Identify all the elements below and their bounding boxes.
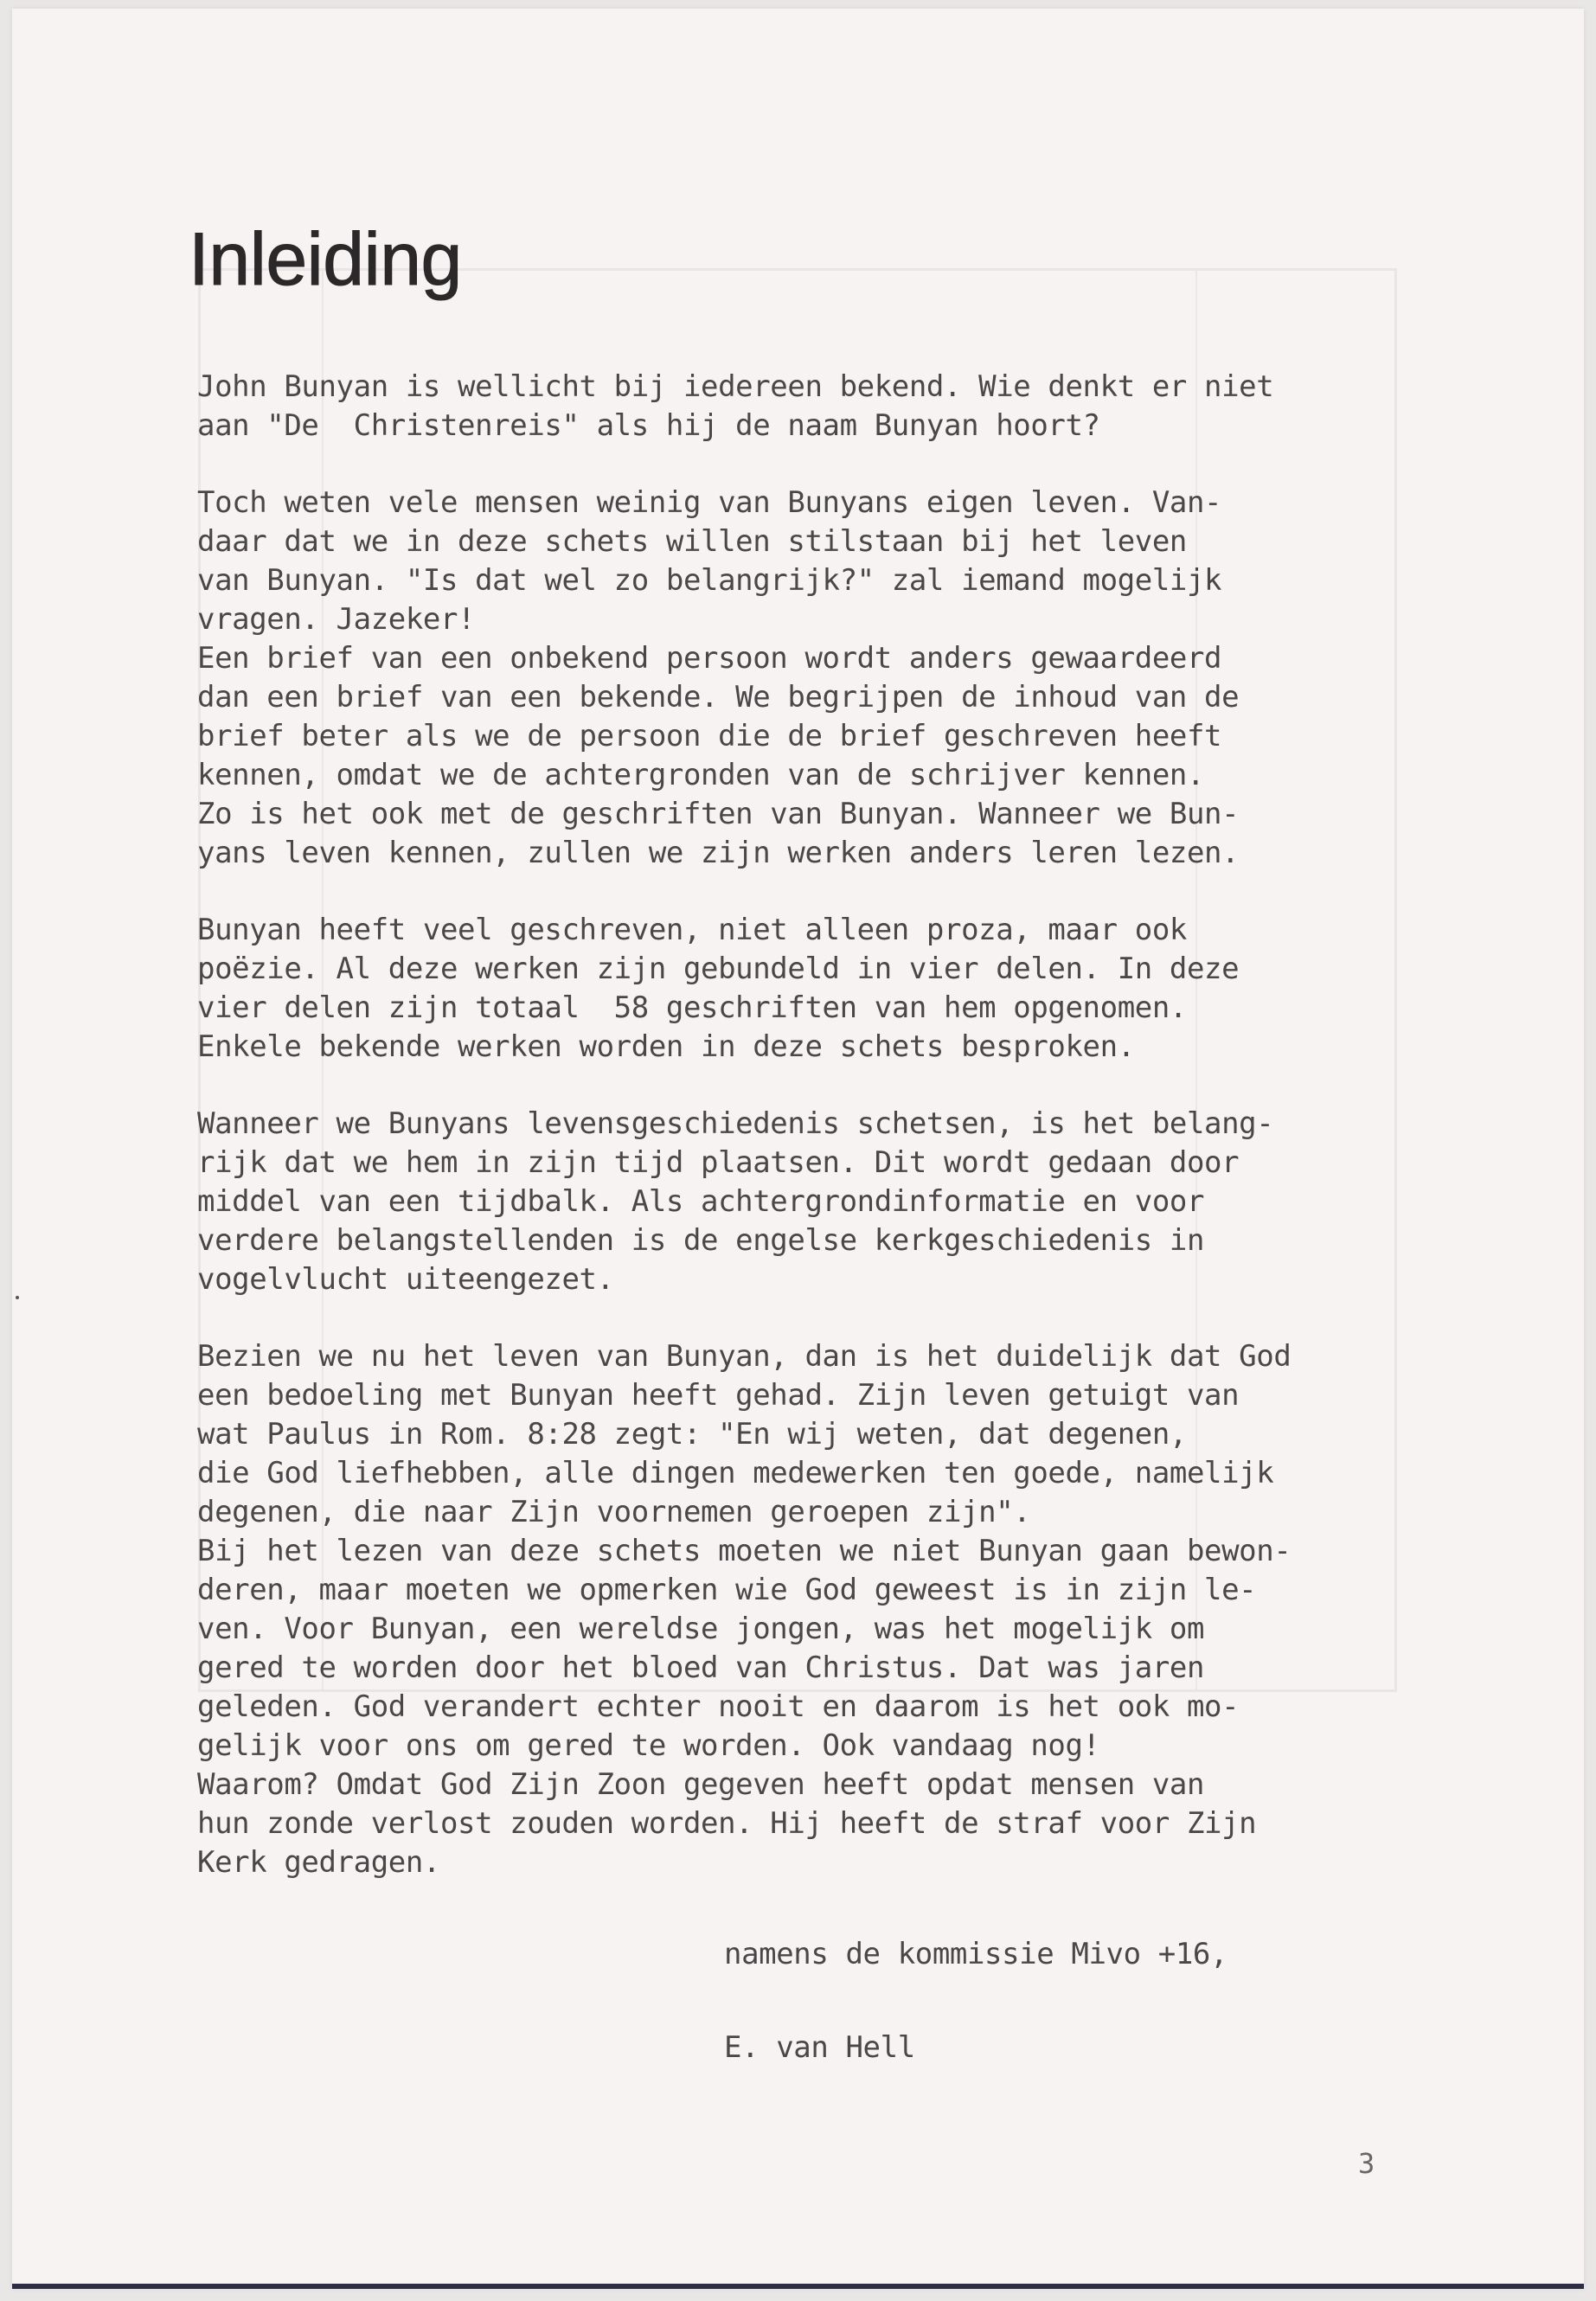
page-number: 3 [1358,2147,1375,2180]
text-line: hun zonde verlost zouden worden. Hij heeft de straf voor Zijn [197,1806,1257,1841]
text-line: ven. Voor Bunyan, een wereldse jongen, was het mogelijk om [197,1612,1205,1646]
text-line: Wanneer we Bunyans levensgeschiedenis schetsen, is het belang- [197,1106,1274,1141]
text-line: geleden. God verandert echter nooit en daarom is het ook mo- [197,1689,1240,1724]
text-line: verdere belangstellenden is de engelse kerkgeschiedenis in [197,1223,1205,1258]
text-line: daar dat we in deze schets willen stilstaan bij het leven [197,524,1187,559]
document-page [12,9,1584,2289]
text-line: een bedoeling met Bunyan heeft gehad. Zijn leven getuigt van [197,1378,1240,1413]
text-line: kennen, omdat we de achtergronden van de schrijver kennen. [197,758,1205,792]
text-line: deren, maar moeten we opmerken wie God geweest is in zijn le- [197,1573,1257,1607]
text-line: vogelvlucht uiteengezet. [197,1262,614,1297]
text-line: rijk dat we hem in zijn tijd plaatsen. Dit wordt gedaan door [197,1145,1240,1180]
signature-line: namens de kommissie Mivo +16, [724,1937,1228,1971]
text-line: yans leven kennen, zullen we zijn werken anders leren lezen. [197,836,1240,870]
text-line: Bij het lezen van deze schets moeten we niet Bunyan gaan bewon- [197,1534,1292,1568]
text-line: brief beter als we de persoon die de brief geschreven heeft [197,719,1222,753]
body-text [197,368,1547,1920]
text-line: dan een brief van een bekende. We begrijpen de inhoud van de [197,680,1240,715]
text-line: Zo is het ook met de geschriften van Bunyan. Wanneer we Bun- [197,797,1240,831]
text-line: Bezien we nu het leven van Bunyan, dan is het duidelijk dat God [197,1339,1292,1374]
text-line: gered te worden door het bloed van Christus. Dat was jaren [197,1650,1205,1685]
text-line: die God liefhebben, alle dingen medewerken ten goede, namelijk [197,1456,1274,1490]
text-line: Bunyan heeft veel geschreven, niet alleen proza, maar ook [197,913,1187,947]
text-line: poëzie. Al deze werken zijn gebundeld in vier delen. In deze [197,952,1240,986]
text-line: degenen, die naar Zijn voornemen geroepen zijn". [197,1495,1031,1529]
text-line: wat Paulus in Rom. 8:28 zegt: "En wij weten, dat degenen, [197,1417,1187,1452]
text-line: Waarom? Omdat God Zijn Zoon gegeven heeft opdat mensen van [197,1767,1205,1802]
text-line: gelijk voor ons om gered te worden. Ook vandaag nog! [197,1728,1100,1763]
margin-speck [16,1296,19,1299]
text-line: van Bunyan. "Is dat wel zo belangrijk?" zal iemand mogelijk [197,563,1222,598]
text-line: Toch weten vele mensen weinig van Bunyans eigen leven. Van- [197,485,1222,520]
text-line: middel van een tijdbalk. Als achtergrondinformatie en voor [197,1184,1205,1219]
text-line: aan "De Christenreis" als hij de naam Bunyan hoort? [197,408,1100,443]
paragraph [197,911,1547,1067]
paragraph [197,1105,1547,1299]
text-line: Een brief van een onbekend persoon wordt anders gewaardeerd [197,641,1222,676]
text-line: vier delen zijn totaal 58 geschriften van hem opgenomen. [197,990,1187,1025]
paragraph [197,368,1547,445]
text-line: vragen. Jazeker! [197,602,476,637]
signature-name: E. van Hell [724,2030,915,2065]
paragraph [197,484,1547,873]
paragraph [197,1337,1547,1882]
text-line: John Bunyan is wellicht bij iedereen bekend. Wie denkt er niet [197,369,1274,404]
text-line: Kerk gedragen. [197,1845,440,1880]
page-bottom-edge [12,2284,1584,2289]
text-line: Enkele bekende werken worden in deze schets besproken. [197,1029,1135,1064]
page-title: Inleiding [189,218,462,301]
